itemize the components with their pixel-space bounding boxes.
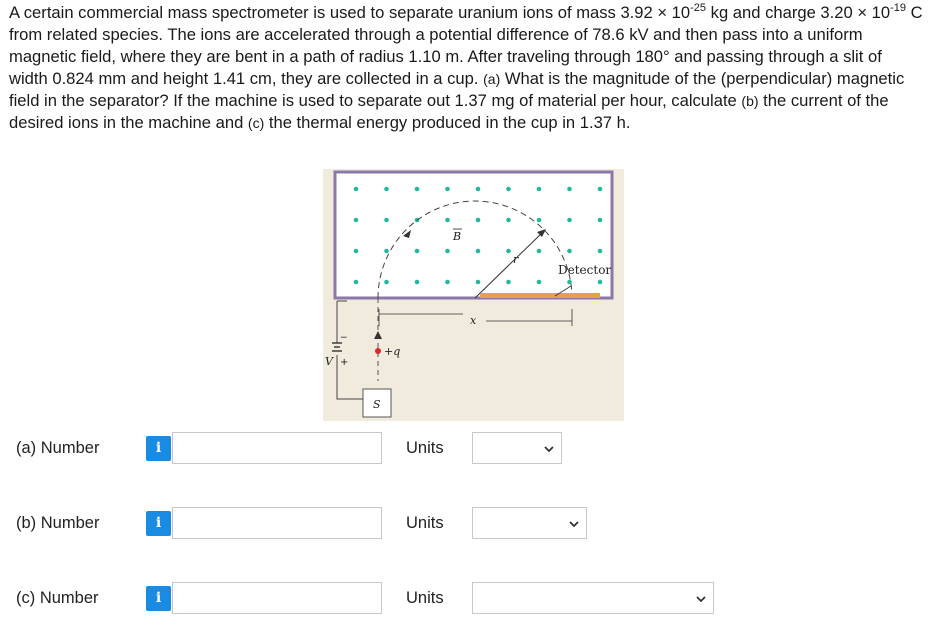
field-dot <box>354 280 359 285</box>
exponent: -19 <box>890 2 906 14</box>
answer-row-a <box>0 431 931 467</box>
problem-text: A certain commercial mass spectrometer is used to separate uranium ions of mass 3.92 × 10 <box>9 3 691 22</box>
field-dot <box>506 280 511 285</box>
charge-label: +q <box>384 345 401 358</box>
field-dot <box>445 249 450 254</box>
number-input-c[interactable] <box>172 582 382 614</box>
field-dot <box>476 280 481 285</box>
problem-statement <box>9 2 924 134</box>
field-dot <box>598 280 603 285</box>
field-dot <box>384 218 389 223</box>
field-dot <box>506 187 511 192</box>
field-dot <box>567 249 572 254</box>
field-dot <box>476 187 481 192</box>
field-dot <box>384 280 389 285</box>
field-dot <box>476 218 481 223</box>
field-dot <box>598 218 603 223</box>
field-dot <box>445 280 450 285</box>
detector-label: Detector <box>558 263 612 277</box>
field-dot <box>598 187 603 192</box>
info-button-a[interactable]: i <box>146 436 171 461</box>
part-marker: (a) <box>483 71 501 87</box>
field-dot <box>567 280 572 285</box>
units-select-b[interactable] <box>472 507 587 539</box>
field-dot <box>384 249 389 254</box>
field-dot <box>598 249 603 254</box>
units-select-c[interactable] <box>472 582 714 614</box>
problem-text: the thermal energy produced in the cup in 1.37 h. <box>264 113 631 132</box>
question-label-a: (a) Number <box>16 439 100 457</box>
field-dot <box>537 218 542 223</box>
field-dot <box>445 187 450 192</box>
question-label-c: (c) Number <box>16 589 99 607</box>
charge-dot <box>375 348 381 354</box>
units-label-b: Units <box>406 514 444 532</box>
problem-text: kg and charge 3.20 × 10 <box>706 3 891 22</box>
info-button-b[interactable]: i <box>146 511 171 536</box>
field-dot <box>445 218 450 223</box>
field-dot <box>537 187 542 192</box>
problem-text: What is the magnitude of the (perpendicular) magnetic field in the separator? If the machine is used to separate out 1.37 mg of material per hour, calculate <box>9 69 905 110</box>
x-label: x <box>470 314 477 327</box>
problem-text: the current of the desired ions in the machine and <box>9 91 889 132</box>
field-dot <box>506 249 511 254</box>
exponent: -25 <box>690 2 707 14</box>
minus-label: − <box>340 333 348 343</box>
figure-svg <box>323 169 624 421</box>
question-label-b: (b) Number <box>16 514 100 532</box>
number-input-b[interactable] <box>172 507 382 539</box>
chevron-down-icon <box>568 518 580 530</box>
field-dot <box>567 187 572 192</box>
radius-label: r <box>513 253 519 266</box>
entry-arrow <box>374 331 382 339</box>
mass-spectrometer-figure <box>323 169 624 421</box>
number-input-a[interactable] <box>172 432 382 464</box>
field-dot <box>476 249 481 254</box>
chevron-down-icon <box>543 443 555 455</box>
chevron-down-icon <box>695 593 707 605</box>
field-dot <box>354 187 359 192</box>
field-dot <box>415 280 420 285</box>
field-dot <box>537 280 542 285</box>
circuit-wire-bottom <box>337 367 363 399</box>
info-button-c[interactable]: i <box>146 586 171 611</box>
field-dot <box>354 218 359 223</box>
field-dot <box>415 187 420 192</box>
units-label-c: Units <box>406 589 444 607</box>
field-dot <box>537 249 542 254</box>
field-dot <box>384 187 389 192</box>
units-label-a: Units <box>406 439 444 457</box>
answer-row-c <box>0 581 931 617</box>
plus-label: + <box>340 357 349 368</box>
field-dot <box>354 249 359 254</box>
field-dot <box>567 218 572 223</box>
detector-strip <box>480 293 600 298</box>
source-label: S <box>373 398 381 411</box>
part-marker: (b) <box>741 93 759 109</box>
units-select-a[interactable] <box>472 432 562 464</box>
answer-row-b <box>0 506 931 542</box>
voltage-label: V <box>325 355 333 368</box>
problem-text: C from related species. The ions are accelerated through a potential difference of 78.6 kV and then pass into a uniform magnetic field, where they are bent in a path of radius 1.10 m. After traveling through 180° and passing through a slit of width 0.824 mm and height 1.41 cm, they are collected in a cup. <box>9 3 923 88</box>
part-marker: (c) <box>247 115 265 131</box>
field-dot <box>506 218 511 223</box>
field-label: B <box>453 230 462 243</box>
field-dot <box>415 249 420 254</box>
